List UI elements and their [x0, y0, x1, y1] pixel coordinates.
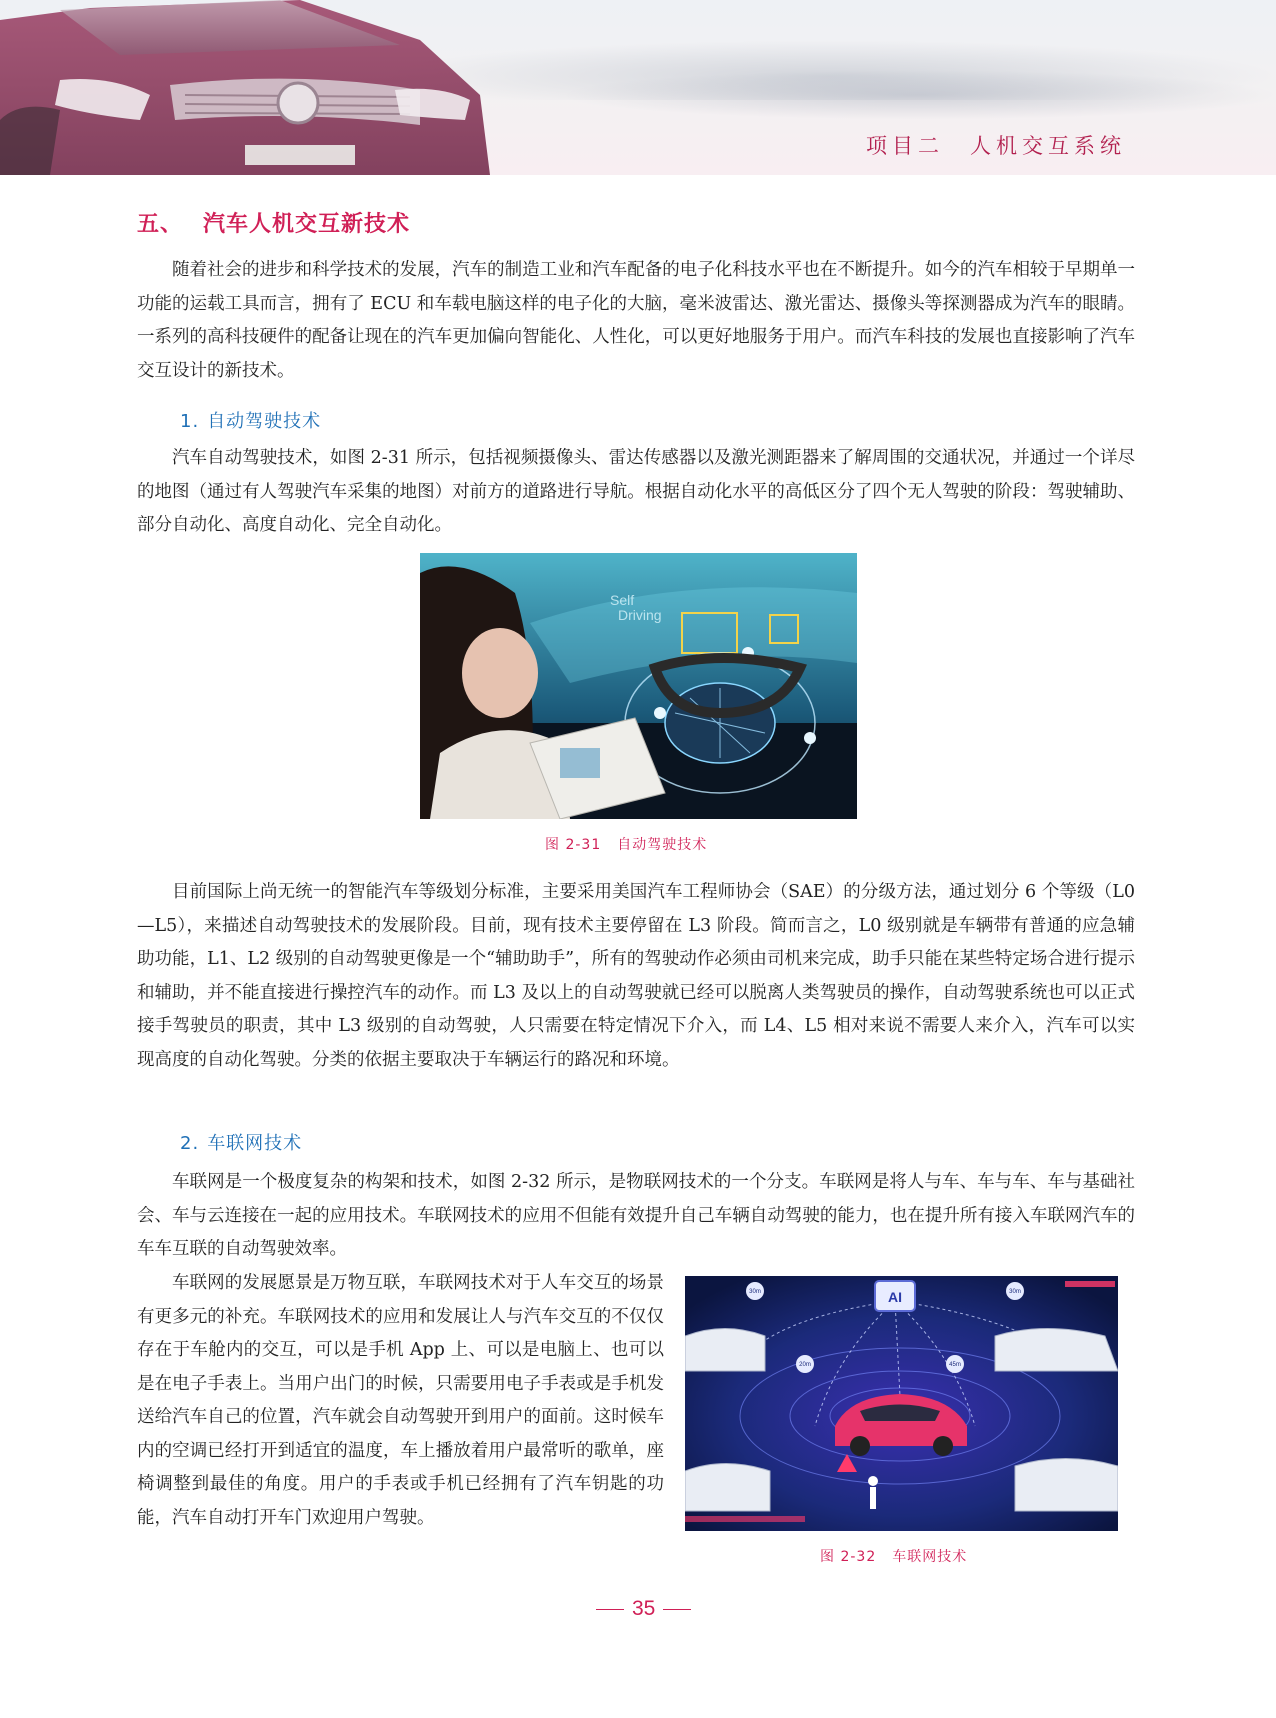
subsection-number: 2.: [180, 1133, 200, 1154]
distance-badge: 20m: [799, 1362, 811, 1368]
body-paragraph: 车联网的发展愿景是万物互联，车联网技术对于人车交互的场景有更多元的补充。车联网技术的应用和发展让人与汽车交互的不仅仅存在于车舱内的交互，可以是手机 App 上、可以是电脑上、也可以是在电子手表上。当用户出门的时候，只需要用电子手表或是手机发送给汽车自己的位置，汽车就会自动驾驶开到用户的面前。这时候车内的空调已经打开到适宜的温度，车上播放着用户最常听的歌单，座椅调整到最佳的角度。用户的手表或手机已经拥有了汽车钥匙的功能，汽车自动打开车门欢迎用户驾驶。: [137, 1273, 664, 1528]
ai-chip-icon: AI: [888, 1289, 902, 1305]
chapter-title: 项目二 人机交互系统: [866, 134, 1126, 158]
overlay-text: Self: [610, 592, 635, 608]
figure-caption-text: 自动驾驶技术: [617, 837, 708, 853]
body-paragraph: 车联网是一个极度复杂的构架和技术，如图 2-32 所示，是物联网技术的一个分支。车联网是将人与车、车与车、车与基础社会、车与云连接在一起的应用技术。车联网技术的应用不但能有效提升自己车辆自动驾驶的能力，也在提升所有接入车联网汽车的车车互联的自动驾驶效率。: [137, 1172, 1135, 1259]
subsection-title: 自动驾驶技术: [207, 411, 322, 432]
car-illustration: [0, 0, 500, 175]
self-driving-image: [420, 553, 857, 819]
figure-caption: [545, 834, 707, 854]
intro-paragraph: 随着社会的进步和科学技术的发展，汽车的制造工业和汽车配备的电子化科技水平也在不断提升。如今的汽车相较于早期单一功能的运载工具而言，拥有了 ECU 和车载电脑这样的电子化的大脑，毫米波雷达、激光雷达、摄像头等探测器成为汽车的眼睛。一系列的高科技硬件的配备让现在的汽车更加偏向智能化、人性化，可以更好地服务于用户。而汽车科技的发展也直接影响了汽车交互设计的新技术。: [137, 260, 1135, 381]
figure-caption-text: 车联网技术: [892, 1549, 968, 1565]
distance-badge: 30m: [749, 1289, 761, 1295]
divider: [663, 1609, 691, 1610]
section-number: 五、: [137, 212, 184, 237]
subsection-heading: [180, 1129, 302, 1155]
figure-label: 图 2-31: [545, 837, 602, 853]
subsection-number: 1.: [180, 411, 200, 432]
figure-caption: [820, 1546, 967, 1566]
subsection-title: 车联网技术: [207, 1133, 303, 1154]
subsection-heading: [180, 407, 321, 433]
body-paragraph: 汽车自动驾驶技术，如图 2-31 所示，包括视频摄像头、雷达传感器以及激光测距器来了解周围的交通状况，并通过一个详尽的地图（通过有人驾驶汽车采集的地图）对前方的道路进行导航。根据自动化水平的高低区分了四个无人驾驶的阶段：驾驶辅助、部分自动化、高度自动化、完全自动化。: [137, 448, 1135, 535]
page-number: [588, 1597, 699, 1621]
section-title: 汽车人机交互新技术: [203, 212, 411, 237]
connected-vehicles-image: [685, 1276, 1118, 1531]
section-heading: [137, 207, 410, 238]
header-banner: [0, 0, 1276, 175]
body-paragraph: 目前国际上尚无统一的智能汽车等级划分标准，主要采用美国汽车工程师协会（SAE）的分级方法，通过划分 6 个等级（L0—L5），来描述自动驾驶技术的发展阶段。目前，现有技术主要停留在 L3 阶段。简而言之，L0 级别就是车辆带有普通的应急辅助功能，L1、L2 级别的自动驾驶更像是一个“辅助助手”，所有的驾驶动作必须由司机来完成，助手只能在某些特定场合进行提示和辅助，并不能直接进行操控汽车的动作。而 L3 及以上的自动驾驶就已经可以脱离人类驾驶员的操作，自动驾驶系统也可以正式接手驾驶员的职责，其中 L3 级别的自动驾驶，人只需要在特定情况下介入，而 L4、L5 相对来说不需要人来介入，汽车可以实现高度的自动化驾驶。分类的依据主要取决于车辆运行的路况和环境。: [137, 882, 1135, 1070]
figure-self-driving: [420, 553, 857, 819]
overlay-text: Driving: [618, 607, 662, 623]
mountain-mist: [560, 70, 1276, 120]
figure-label: 图 2-32: [820, 1549, 877, 1565]
page-number-text: 35: [632, 1597, 656, 1620]
divider: [596, 1609, 624, 1610]
pedestrian-icon: [868, 1476, 878, 1486]
distance-badge: 45m: [949, 1362, 961, 1368]
distance-badge: 30m: [1009, 1289, 1021, 1295]
figure-connected-vehicles: [685, 1276, 1118, 1531]
